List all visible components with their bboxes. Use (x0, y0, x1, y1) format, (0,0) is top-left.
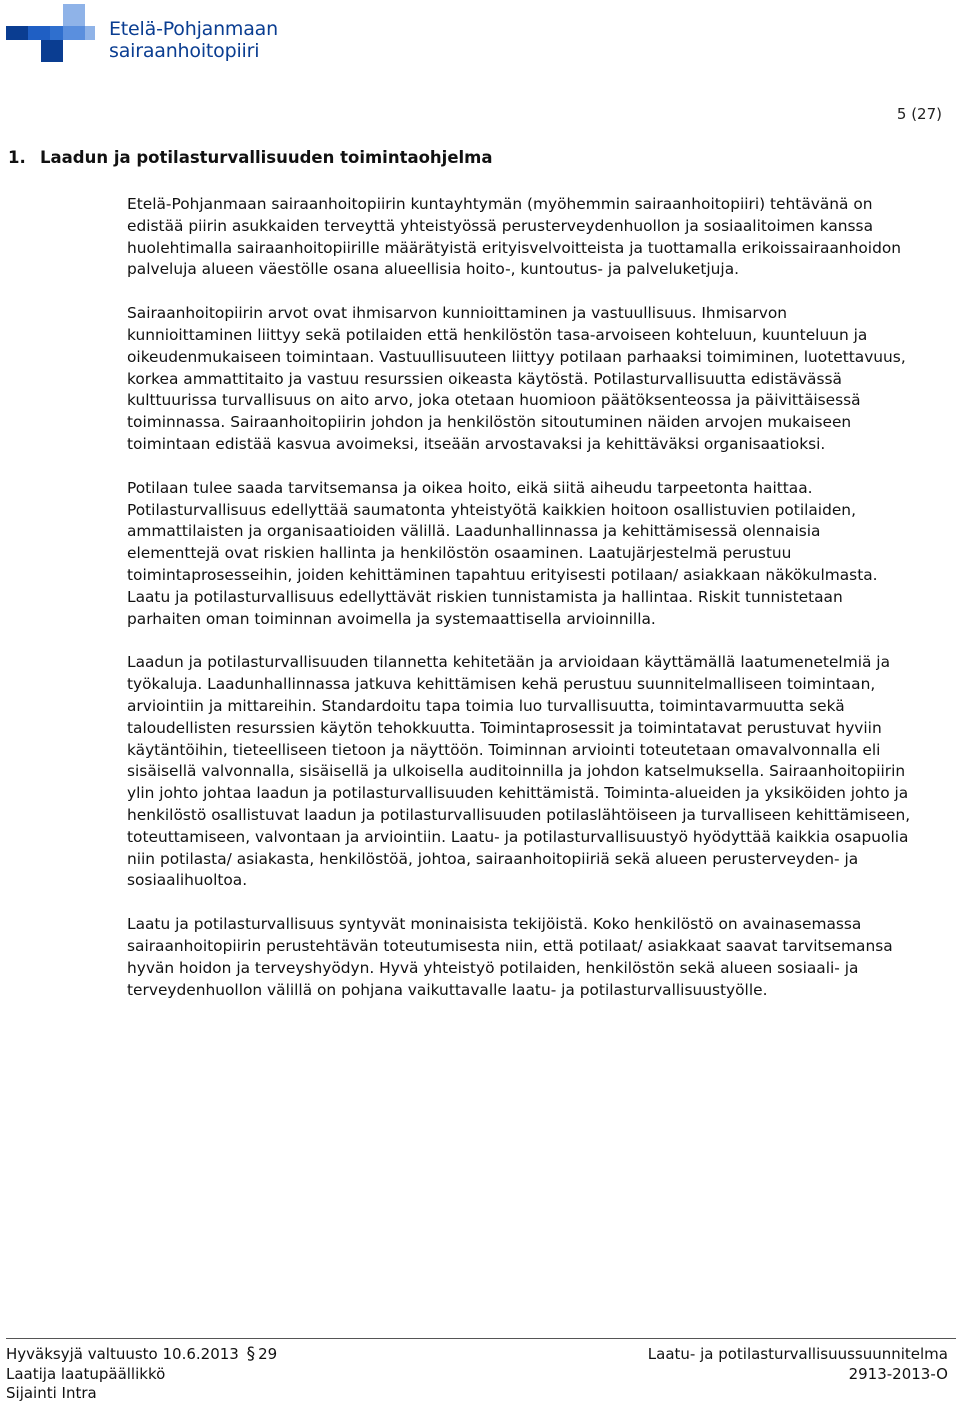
document-code: 2913-2013-O (848, 1364, 948, 1383)
page-footer (6, 1345, 948, 1404)
paragraph: Sairaanhoitopiirin arvot ovat ihmisarvon kunnioittaminen ja vastuullisuus. Ihmisarvon kunnioittaminen liittyy sekä potilaiden että henkilöstön tasa-arvoiseen kohteluun, kuunteluun ja oikeudenmukaiseen toimintaan. Vastuullisuuteen liittyy potilaan parhaaksi toimiminen, luotettavuus, korkea ammattitaito ja vastuu resurssien oikeasta käytöstä. Potilasturvallisuutta edistävässä kulttuurissa turvallisuus on aito arvo, joka otetaan huomioon päätöksenteossa ja päivittäisessä toiminnassa. Sairaanhoitopiirin johdon ja henkilöstön sitoutuminen näiden arvojen mukaiseen toimintaan edistää kasvua avoimeksi, itseään arvostavaksi ja kehittäväksi organisaatioksi. (127, 304, 906, 453)
location-info: Sijainti Intra (6, 1384, 97, 1402)
footer-divider (6, 1338, 956, 1339)
body-text (127, 194, 917, 1023)
approval-info (6, 1345, 277, 1365)
logo-line-1: Etelä-Pohjanmaan (109, 18, 278, 40)
paragraph: Laatu ja potilasturvallisuus syntyvät moninaisista tekijöistä. Koko henkilöstö on avainasemassa sairaanhoitopiirin perustehtävän toteutumisesta niin, että potilaat/ asiakkaat saavat tarvitsemansa hyvän hoidon ja terveyshyödyn. Hyvä yhteistyö potilaiden, henkilöstön sekä alueen sosiaali- ja terveydenhuollon välillä on pohjana vaikuttavalle laatu- ja potilasturvallisuustyölle. (127, 915, 893, 999)
paragraph: Potilaan tulee saada tarvitsemansa ja oikea hoito, eikä siitä aiheudu tarpeetonta haittaa. Potilasturvallisuus edellyttää saumatonta yhteistyötä kaikkien hoitoon osallistuvien potilaiden, ammattilaisten ja organisaatioiden välillä. Laadunhallinnassa ja kehittämisessä olennaisia elementtejä ovat riskien hallinta ja henkilöstön osaaminen. Laatujärjestelmä perustuu toimintaprosesseihin, joiden kehittäminen tapahtuu erityisesti potilaan/ asiakkaan näkökulmasta. Laatu ja potilasturvallisuus edellyttävät riskien tunnistamista ja hallintaa. Riskit tunnistetaan parhaiten oman toiminnan avoimella ja systemaattisella arvioinnilla. (127, 478, 878, 628)
section-number: 1. (8, 148, 26, 167)
section-sign-icon: § (246, 1344, 256, 1364)
approval-text: Hyväksyjä valtuusto 10.6.2013 (6, 1345, 239, 1363)
section-ref: 29 (258, 1345, 278, 1363)
document-title: Laatu- ja potilasturvallisuussuunnitelma (647, 1345, 948, 1363)
page-number: 5 (27) (896, 105, 942, 123)
section-title: Laadun ja potilasturvallisuuden toimintaohjelma (40, 148, 493, 167)
cross-logo-icon (6, 2, 106, 64)
preparer-info: Laatija laatupäällikkö (6, 1364, 166, 1383)
organization-logo (6, 2, 306, 64)
logo-line-2: sairaanhoitopiiri (109, 40, 260, 62)
logo-wordmark (109, 18, 278, 62)
paragraph: Laadun ja potilasturvallisuuden tilannetta kehitetään ja arvioidaan käyttämällä laatumenetelmiä ja työkaluja. Laadunhallinnassa jatkuva kehittämisen kehä perustuu suunnitelmalliseen toimintaan, arviointiin ja mittareihin. Standardoitu tapa toimia luo turvallisuutta, toimintavarmuutta sekä taloudellisten resurssien käytön tehokkuutta. Toimintaprosessit ja toimintatavat perustuvat hyviin käytäntöihin, tieteelliseen tietoon ja näyttöön. Toiminnan arviointi toteutetaan omavalvonnalla eli sisäisellä valvonnalla, sisäisellä ja ulkoisella auditoinnilla ja johdon katselmuksella. Sairaanhoitopiirin ylin johto johtaa laadun ja potilasturvallisuuden kehittämistä. Toiminta-alueiden ja yksiköiden johto ja henkilöstö osallistuvat laadun ja potilasturvallisuuden potilaslähtöiseen ja turvalliseen kehittämiseen, toteuttamiseen, valvontaan ja arviointiin. Laatu- ja potilasturvallisuustyö hyödyttää kaikkia osapuolia niin potilasta/ asiakasta, henkilöstöä, johtoa, sairaanhoitopiiriä sekä alueen perusterveyden- ja sosiaalihuoltoa. (127, 653, 911, 890)
paragraph: Etelä-Pohjanmaan sairaanhoitopiirin kuntayhtymän (myöhemmin sairaanhoitopiiri) tehtävänä on edistää piirin asukkaiden terveyttä yhteistyössä perusterveydenhuollon ja sosiaalitoimen kanssa huolehtimalla sairaanhoitopiirille määrätyistä erityisvelvoitteista ja tuottamalla erikoissairaanhoidon palveluja alueen väestölle osana alueellisia hoito-, kuntoutus- ja palveluketjuja. (127, 195, 902, 279)
section-heading (8, 148, 493, 167)
